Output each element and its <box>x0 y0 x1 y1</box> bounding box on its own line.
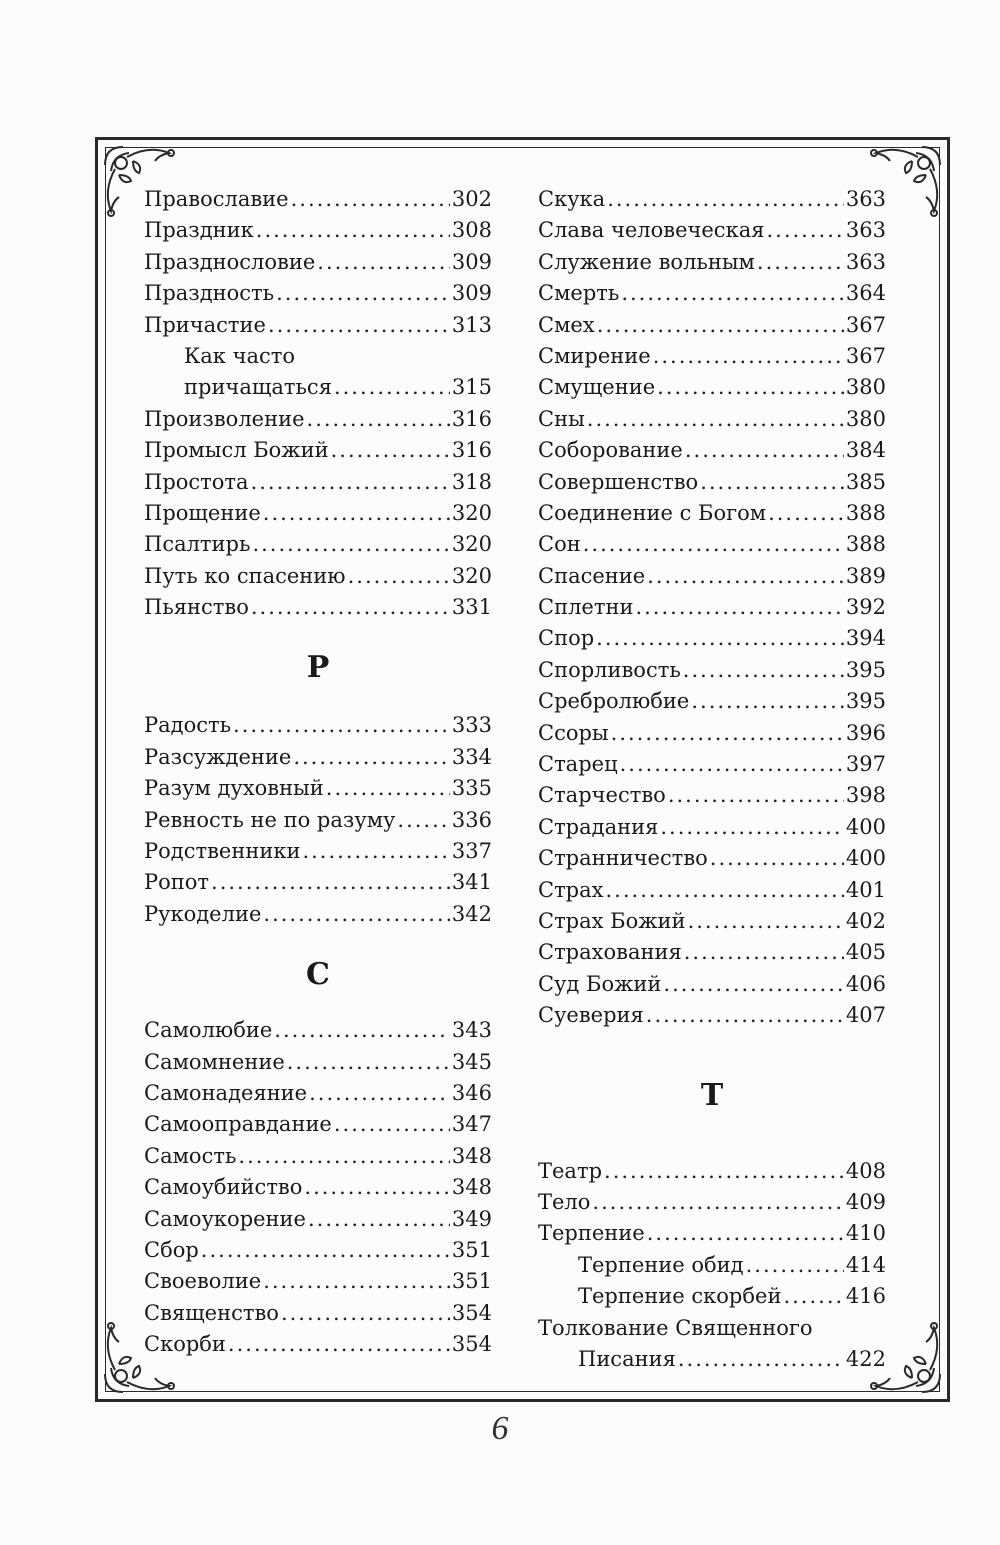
index-entry <box>144 372 492 403</box>
entry-page: 309 <box>451 249 492 274</box>
r-entries <box>144 710 492 930</box>
index-entry <box>538 843 886 874</box>
dot-leader <box>604 1156 844 1187</box>
index-column-left <box>144 184 492 1361</box>
entry-page: 389 <box>845 563 886 588</box>
index-entry <box>144 1329 492 1360</box>
entry-title: Разсуждение <box>144 744 292 769</box>
entry-page: 416 <box>845 1284 886 1309</box>
entry-page: 346 <box>451 1080 492 1105</box>
entry-page: 367 <box>845 343 886 368</box>
entry-page: 394 <box>845 626 886 651</box>
dot-leader <box>684 937 844 968</box>
index-entry <box>538 749 886 780</box>
dot-leader <box>611 718 844 749</box>
dot-leader <box>668 780 844 811</box>
entry-page: 407 <box>845 1003 886 1028</box>
dot-leader <box>647 561 844 592</box>
index-entry <box>144 1047 492 1078</box>
entry-title: Страхования <box>538 940 682 965</box>
index-entry <box>144 710 492 741</box>
dot-leader <box>276 278 450 309</box>
entry-title: Самонадеяние <box>144 1080 308 1105</box>
index-entry <box>538 1000 886 1031</box>
dot-leader <box>287 1047 450 1078</box>
index-entry <box>538 467 886 498</box>
entry-page: 354 <box>451 1332 492 1357</box>
entry-page: 385 <box>845 469 886 494</box>
entry-title: Соборование <box>538 438 683 463</box>
entry-title: Смех <box>538 312 595 337</box>
index-entry <box>144 498 492 529</box>
entry-page: 316 <box>451 438 492 463</box>
index-entry <box>144 1015 492 1046</box>
dot-leader <box>397 805 450 836</box>
entry-page: 341 <box>451 870 492 895</box>
entry-title: Скука <box>538 187 606 211</box>
index-entry <box>144 1266 492 1297</box>
dot-leader <box>317 247 450 278</box>
sub-entry-line: Как часто <box>184 343 295 368</box>
entry-title-line: Толкование Священного <box>538 1315 813 1340</box>
dot-leader <box>291 184 450 215</box>
index-entry <box>144 404 492 435</box>
entry-title: Празднословие <box>144 249 316 274</box>
entry-title: Слава человеческая <box>538 218 765 243</box>
entry-page: 409 <box>845 1189 886 1214</box>
entry-title: Самоубийство <box>144 1175 303 1200</box>
entry-page: 354 <box>451 1300 492 1325</box>
entry-page: 388 <box>845 532 886 557</box>
entry-page: 302 <box>451 187 492 211</box>
entry-title: Старец <box>538 752 618 777</box>
entry-page: 364 <box>845 281 886 306</box>
entry-page: 318 <box>451 469 492 494</box>
dot-leader <box>274 1015 450 1046</box>
dot-leader <box>304 1172 450 1203</box>
entry-title: Суд Божий <box>538 971 662 996</box>
index-entry <box>538 278 886 309</box>
entry-page: 335 <box>451 776 492 801</box>
entry-page: 308 <box>451 218 492 243</box>
entry-page: 348 <box>451 1175 492 1200</box>
entry-page: 401 <box>845 877 886 902</box>
index-entry <box>144 1204 492 1235</box>
index-entry <box>144 278 492 309</box>
entry-title: Православие <box>144 187 289 211</box>
dot-leader <box>293 742 450 773</box>
t-sub-entries <box>538 1250 886 1313</box>
dot-leader <box>348 561 450 592</box>
entry-page: 396 <box>845 720 886 745</box>
dot-leader <box>685 435 844 466</box>
dot-leader <box>308 1204 450 1235</box>
index-entry <box>144 1298 492 1329</box>
index-entry <box>538 780 886 811</box>
dot-leader <box>647 1218 844 1249</box>
index-entry <box>144 435 492 466</box>
index-entry <box>538 906 886 937</box>
entry-title: Тело <box>538 1189 591 1214</box>
entry-title: Страх <box>538 877 604 902</box>
dot-leader <box>263 1266 450 1297</box>
index-entry <box>144 742 492 773</box>
index-entry <box>538 435 886 466</box>
index-entry <box>144 467 492 498</box>
entry-page: 400 <box>845 814 886 839</box>
dot-leader <box>660 812 844 843</box>
entry-title: Смущение <box>538 375 656 400</box>
index-entry <box>144 310 492 341</box>
entry-title: Пьянство <box>144 595 249 620</box>
entry-title: Священство <box>144 1300 279 1325</box>
dot-leader <box>331 435 450 466</box>
page-number: 6 <box>491 1410 509 1447</box>
dot-leader <box>766 215 843 246</box>
entry-page: 388 <box>845 500 886 525</box>
entry-page: 351 <box>451 1237 492 1262</box>
entry-page: 405 <box>845 940 886 965</box>
dot-leader <box>263 498 450 529</box>
entry-title: Радость <box>144 713 232 738</box>
dot-leader <box>597 310 844 341</box>
index-entry <box>144 867 492 898</box>
index-entry <box>144 184 492 215</box>
entry-title: Самость <box>144 1143 237 1168</box>
dot-leader <box>688 906 844 937</box>
entry-title: Простота <box>144 469 249 494</box>
entry-title: Сплетни <box>538 595 634 620</box>
dot-leader <box>746 1250 844 1281</box>
index-entry <box>538 875 886 906</box>
dot-leader <box>620 749 844 780</box>
entry-title: Сребролюбие <box>538 689 690 714</box>
entry-page: 363 <box>845 187 886 211</box>
entry-title: Совершенство <box>538 469 699 494</box>
entry-title: Соединение с Богом <box>538 500 767 525</box>
dot-leader <box>757 247 844 278</box>
entry-page: 406 <box>845 971 886 996</box>
dot-leader <box>592 1187 843 1218</box>
dot-leader <box>657 372 844 403</box>
dot-leader <box>228 1329 450 1360</box>
entry-page: 315 <box>451 375 492 400</box>
dot-leader <box>302 836 449 867</box>
entry-title: Псалтирь <box>144 532 251 557</box>
dot-leader <box>691 686 844 717</box>
index-entry <box>538 372 886 403</box>
dot-leader <box>309 1078 450 1109</box>
entry-page: 414 <box>845 1252 886 1277</box>
entry-title: Театр <box>538 1158 603 1183</box>
entry-page: 395 <box>845 657 886 682</box>
dot-leader <box>252 529 449 560</box>
s-entries-continued <box>538 184 886 1032</box>
index-entry <box>538 561 886 592</box>
entry-title: причащаться <box>184 375 332 400</box>
entry-title: Ропот <box>144 870 210 895</box>
s-entries <box>144 1015 492 1360</box>
entry-page: 342 <box>451 901 492 926</box>
dot-leader <box>268 310 450 341</box>
dot-leader <box>251 592 450 623</box>
section-letter-t: Т <box>700 1077 724 1113</box>
index-entry <box>144 215 492 246</box>
entry-title: Спасение <box>538 563 646 588</box>
entry-page: 408 <box>845 1158 886 1183</box>
dot-leader <box>635 592 843 623</box>
entry-page: 367 <box>845 312 886 337</box>
entry-page: 392 <box>845 595 886 620</box>
dot-leader <box>281 1298 450 1329</box>
dot-leader <box>238 1141 450 1172</box>
p-entries <box>144 184 492 341</box>
dot-leader <box>678 1344 844 1375</box>
dot-leader <box>587 404 844 435</box>
dot-leader <box>334 1109 450 1140</box>
index-entry <box>144 836 492 867</box>
dot-leader <box>663 969 843 1000</box>
entry-page: 400 <box>845 846 886 871</box>
entry-title: Суеверия <box>538 1003 644 1028</box>
entry-page: 348 <box>451 1143 492 1168</box>
index-column-right <box>538 184 886 1375</box>
entry-page: 331 <box>451 595 492 620</box>
entry-title: Рукоделие <box>144 901 262 926</box>
dot-leader <box>233 710 450 741</box>
index-entry <box>144 1109 492 1140</box>
section-letter-r: Р <box>306 650 330 686</box>
entry-title: Терпение скорбей <box>578 1284 782 1309</box>
entry-title: Промысл Божий <box>144 438 329 463</box>
index-entry <box>538 1344 886 1375</box>
dot-leader <box>307 404 450 435</box>
index-entry <box>144 773 492 804</box>
index-entry <box>538 937 886 968</box>
dot-leader <box>334 372 450 403</box>
dot-leader <box>256 215 450 246</box>
entry-title: Ссоры <box>538 720 609 745</box>
entry-page: 351 <box>451 1269 492 1294</box>
dot-leader <box>783 1281 843 1312</box>
entry-page: 320 <box>451 500 492 525</box>
dot-leader <box>710 843 844 874</box>
dot-leader <box>596 623 844 654</box>
entry-title: Самомнение <box>144 1049 285 1074</box>
entry-title: Разум духовный <box>144 776 324 801</box>
entry-title: Скорби <box>144 1332 226 1357</box>
entry-page: 395 <box>845 689 886 714</box>
index-entry <box>144 1235 492 1266</box>
index-entry <box>144 561 492 592</box>
entry-page: 380 <box>845 375 886 400</box>
index-entry <box>538 686 886 717</box>
dot-leader <box>646 1000 844 1031</box>
index-entry <box>538 310 886 341</box>
entry-title: Сон <box>538 532 581 557</box>
dot-leader <box>653 341 844 372</box>
dot-leader <box>583 529 844 560</box>
entry-page: 422 <box>845 1346 886 1371</box>
index-entry <box>538 498 886 529</box>
entry-title: Страдания <box>538 814 659 839</box>
entry-title: Прощение <box>144 500 261 525</box>
entry-title: Терпение обид <box>578 1252 744 1277</box>
entry-title: Праздник <box>144 218 254 243</box>
entry-title: Сбор <box>144 1237 199 1262</box>
dot-leader <box>251 467 450 498</box>
entry-title: Спор <box>538 626 595 651</box>
entry-page: 334 <box>451 744 492 769</box>
entry-page: 380 <box>845 406 886 431</box>
index-entry <box>538 1156 886 1187</box>
entry-title: Самолюбие <box>144 1018 273 1043</box>
dot-leader <box>607 184 844 215</box>
index-entry <box>538 812 886 843</box>
entry-page: 336 <box>451 807 492 832</box>
entry-title: Произволение <box>144 406 305 431</box>
entry-title: Путь ко спасению <box>144 563 346 588</box>
index-entry <box>144 805 492 836</box>
index-entry <box>144 1141 492 1172</box>
entry-title: Старчество <box>538 783 666 808</box>
entry-title: Своеволие <box>144 1269 262 1294</box>
entry-page: 345 <box>451 1049 492 1074</box>
entry-page: 398 <box>845 783 886 808</box>
index-entry <box>144 247 492 278</box>
index-entry <box>538 718 886 749</box>
dot-leader <box>768 498 844 529</box>
entry-title: Сны <box>538 406 585 431</box>
dot-leader <box>700 467 844 498</box>
dot-leader <box>201 1235 450 1266</box>
index-entry <box>538 592 886 623</box>
entry-page: 349 <box>451 1206 492 1231</box>
entry-page: 384 <box>845 438 886 463</box>
index-entry <box>538 247 886 278</box>
index-entry <box>144 899 492 930</box>
index-entry <box>538 529 886 560</box>
entry-title: Страх Божий <box>538 908 686 933</box>
index-entry <box>538 404 886 435</box>
index-entry <box>144 1172 492 1203</box>
entry-page: 397 <box>845 752 886 777</box>
index-entry <box>538 1281 886 1312</box>
index-entry <box>144 592 492 623</box>
entry-page: 313 <box>451 312 492 337</box>
dot-leader <box>621 278 844 309</box>
dot-leader <box>606 875 844 906</box>
entry-title: Терпение <box>538 1221 645 1246</box>
entry-title: Причастие <box>144 312 266 337</box>
entry-page: 320 <box>451 532 492 557</box>
index-entry <box>538 1187 886 1218</box>
index-entry <box>538 623 886 654</box>
index-entry <box>538 655 886 686</box>
entry-page: 402 <box>845 908 886 933</box>
entry-title: Самооправдание <box>144 1112 332 1137</box>
entry-title: Смерть <box>538 281 620 306</box>
t-entries <box>538 1156 886 1250</box>
entry-page: 363 <box>845 249 886 274</box>
entry-page: 320 <box>451 563 492 588</box>
entry-title: Спорливость <box>538 657 681 682</box>
index-entry <box>538 1250 886 1281</box>
index-entry <box>538 341 886 372</box>
entry-page: 309 <box>451 281 492 306</box>
p-entries-continued <box>144 404 492 624</box>
section-letter-s: С <box>306 957 330 993</box>
entry-title: Странничество <box>538 846 708 871</box>
dot-leader <box>263 899 450 930</box>
dot-leader <box>326 773 450 804</box>
index-entry <box>144 1078 492 1109</box>
entry-title: Самоукорение <box>144 1206 306 1231</box>
index-entry <box>538 1218 886 1249</box>
index-entry <box>538 184 886 215</box>
entry-page: 363 <box>845 218 886 243</box>
entry-title: Писания <box>578 1346 676 1371</box>
dot-leader <box>211 867 450 898</box>
entry-title: Служение вольным <box>538 249 755 274</box>
entry-page: 337 <box>451 839 492 864</box>
dot-leader <box>683 655 844 686</box>
entry-page: 316 <box>451 406 492 431</box>
entry-title: Ревность не по разуму <box>144 807 396 832</box>
entry-page: 343 <box>451 1018 492 1043</box>
entry-title: Праздность <box>144 281 275 306</box>
index-entry <box>538 969 886 1000</box>
entry-title: Родственники <box>144 839 301 864</box>
index-entry <box>538 215 886 246</box>
entry-page: 347 <box>451 1112 492 1137</box>
entry-title: Смирение <box>538 343 651 368</box>
entry-page: 333 <box>451 713 492 738</box>
index-entry <box>144 529 492 560</box>
entry-page: 410 <box>845 1221 886 1246</box>
